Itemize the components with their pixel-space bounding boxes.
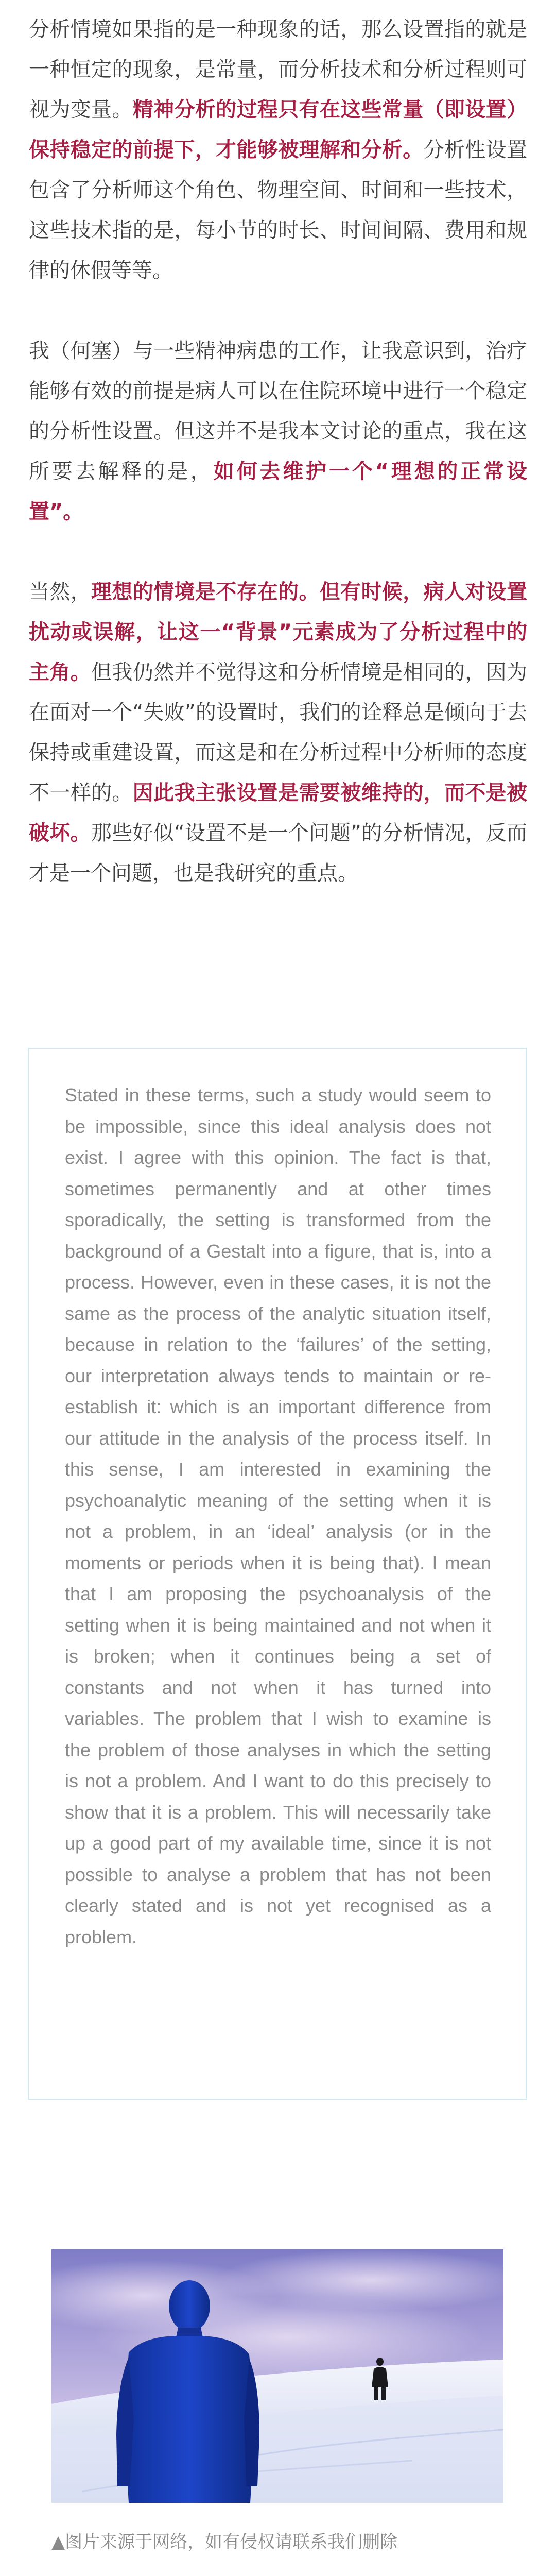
quote-box <box>28 1048 527 2100</box>
paragraph-3-text: 那些好似“设置不是一个问题”的分析情况，反而才是一个问题，也是我研究的重点。 <box>29 821 528 885</box>
paragraph-1-text: 分析情境如果指的是一种现象的话，那么设置指的就是一种恒定的现象，是常量，而分析技术和分析过程则可视为变量。 <box>29 18 527 122</box>
quote-text: Stated in these terms, such a study would seem to be impossible, since this ideal analysis does not exist. I agree with this opinion. The fact is that, sometimes permanently and at other times sporadically, the setting is transformed from the background of a Gestalt into a figure, that is, into a process. However, even in these cases, it is not the same as the process of the analytic situation itself, because in relation to the ‘failures’ of the setting, our interpretation always tends to maintain or re-establish it: which is an important difference from our attitude in the analysis of the process itself. In this sense, I am interested in examining the psychoanalytic meaning of the setting when it is not a problem, in an ‘ideal’ analysis (or in the moments or periods when it is being that). I mean that I am proposing the psychoanalysis of the setting when it is being maintained and not when it is broken; when it continues being a set of constants and not when it has turned into variables. The problem that I wish to examine is the problem of those analyses in which the setting is not a problem. And I want to do this precisely to show that it is a problem. This will necessarily take up a good part of my available time, since it is not possible to analyse a problem that has not been clearly stated and is not yet recognised as a problem. <box>65 1084 491 1947</box>
illustration-image <box>51 2249 503 2503</box>
paragraph-3-emphasis: 理想的情境是不存在的。但有时候，病人对设置扰动或误解，让这一“背景”元素成为了分析过程中的主角。 <box>29 580 528 684</box>
image-caption: ▲图片来源于网络，如有侵权请联系我们删除 <box>51 2532 398 2552</box>
article-illustration <box>51 2249 503 2503</box>
paragraph-3 <box>29 572 527 893</box>
paragraph-3-text: 但我仍然并不觉得这和分析情境是相同的，因为在面对一个“失败”的设置时，我们的诠释总是倾向于去保持或重建设置，而这是和在分析过程中分析师的态度不一样的。 <box>29 660 528 805</box>
paragraph-1-emphasis: 精神分析的过程只有在这些常量（即设置）保持稳定的前提下，才能够被理解和分析。 <box>29 98 528 162</box>
paragraph-2-text: 我（何塞）与一些精神病患的工作，让我意识到，治疗能够有效的前提是病人可以在住院环境中进行一个稳定的分析性设置。但这并不是我本文讨论的重点，我在这所要去解释的是， <box>29 339 527 483</box>
paragraph-2 <box>29 331 527 532</box>
paragraph-1-text: 分析性设置包含了分析师这个角色、物理空间、时间和一些技术，这些技术指的是，每小节的时长、时间间隔、费用和规律的休假等等。 <box>29 138 528 282</box>
paragraph-3-text: 当然， <box>29 580 92 604</box>
paragraph-2-emphasis: 如何去维护一个“理想的正常设置”。 <box>29 460 527 523</box>
paragraph-1 <box>29 9 527 291</box>
paragraph-3-emphasis: 因此我主张设置是需要被维持的，而不是被破坏。 <box>29 781 528 845</box>
